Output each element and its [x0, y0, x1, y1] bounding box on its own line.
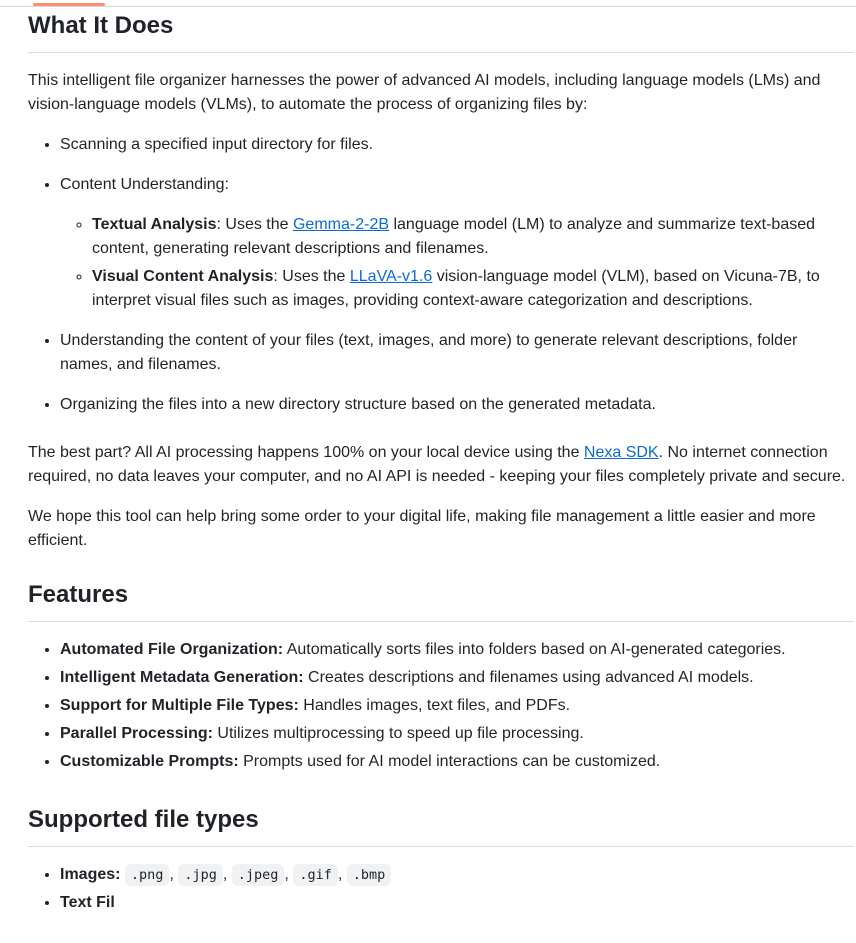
- best-part-paragraph: [28, 441, 854, 489]
- textual-analysis-label: Textual Analysis: [92, 216, 217, 233]
- separator: ,: [169, 866, 174, 883]
- visual-after-text: vision-language model (VLM), based on Vicuna-7B, to interpret visual files such as images, providing context-aware categorization and descriptions.: [92, 268, 820, 309]
- feature-label: Support for Multiple File Types:: [60, 697, 299, 714]
- feature-text: Automatically sorts files into folders based on AI-generated categories.: [283, 641, 786, 658]
- active-tab-underline: [33, 3, 105, 6]
- file-extension: .jpeg: [232, 864, 285, 886]
- analysis-sublist: [60, 213, 854, 313]
- best-part-after-text: . No internet connection required, no data leaves your computer, and no AI API is needed - keeping your files completely private and secure.: [28, 444, 846, 485]
- best-part-before-text: The best part? All AI processing happens 100% on your local device using the: [28, 444, 584, 461]
- content-understanding-label: Content Understanding:: [60, 176, 229, 193]
- separator: ,: [284, 866, 289, 883]
- feature-text: Handles images, text files, and PDFs.: [298, 697, 571, 714]
- list-item-understanding: • Understanding the content of your files (text, images, and more) to generate relevant descriptions, folder names, and filenames.: [60, 329, 854, 377]
- feature-item: [60, 750, 854, 774]
- feature-text: Utilizes multiprocessing to speed up file processing.: [212, 725, 584, 742]
- heading-what-it-does: What It Does: [28, 8, 854, 53]
- nexa-sdk-link[interactable]: Nexa SDK: [583, 444, 659, 461]
- what-it-does-list: [28, 133, 854, 417]
- feature-label: Customizable Prompts:: [60, 753, 239, 770]
- features-list: [28, 638, 854, 774]
- list-item-scanning: • Scanning a specified input directory for files.: [60, 133, 854, 157]
- list-item-visual-analysis: [92, 265, 854, 313]
- file-extension: .jpg: [178, 864, 223, 886]
- feature-label: Automated File Organization:: [60, 641, 284, 658]
- llava-link[interactable]: LLaVA-v1.6: [349, 268, 433, 285]
- file-extension: .bmp: [347, 864, 392, 886]
- feature-item: [60, 722, 854, 746]
- gemma-link[interactable]: Gemma-2-2B: [292, 216, 390, 233]
- feature-text: Creates descriptions and filenames using advanced AI models.: [303, 669, 754, 686]
- feature-label: Parallel Processing:: [60, 725, 213, 742]
- feature-item: [60, 638, 854, 662]
- feature-item: [60, 694, 854, 718]
- heading-features: Features: [28, 577, 854, 622]
- list-item-textual-analysis: [92, 213, 854, 261]
- feature-text: Prompts used for AI model interactions can be customized.: [238, 753, 661, 770]
- feature-label: Intelligent Metadata Generation:: [60, 669, 304, 686]
- visual-before-text: : Uses the: [273, 268, 350, 285]
- list-item-organizing: • Organizing the files into a new directory structure based on the generated metadata.: [60, 393, 854, 417]
- top-tab-bar: [0, 0, 856, 7]
- separator: ,: [222, 866, 228, 883]
- list-item-content-understanding: [60, 173, 854, 313]
- visual-analysis-label: Visual Content Analysis: [92, 268, 274, 285]
- supported-images-item: [60, 863, 854, 887]
- separator: ,: [337, 866, 343, 883]
- supported-text-files-item: [60, 891, 854, 915]
- readme-content: [28, 8, 854, 943]
- hope-paragraph: We hope this tool can help bring some order to your digital life, making file management a little easier and more efficient.: [28, 508, 816, 549]
- file-extension: .png: [125, 864, 170, 886]
- heading-supported-file-types: Supported file types: [28, 802, 854, 847]
- intro-paragraph: This intelligent file organizer harnesses the power of advanced AI models, including language models (LMs) and vision-language models (VLMs), to automate the process of organizing files by:: [28, 72, 821, 113]
- file-extension: .gif: [293, 864, 338, 886]
- images-label: Images:: [60, 866, 121, 883]
- textual-after-text: language model (LM) to analyze and summarize text-based content, generating relevant descriptions and filenames.: [92, 216, 816, 257]
- text-files-label: Text Fil: [60, 894, 115, 911]
- textual-before-text: : Uses the: [216, 216, 293, 233]
- feature-item: [60, 666, 854, 690]
